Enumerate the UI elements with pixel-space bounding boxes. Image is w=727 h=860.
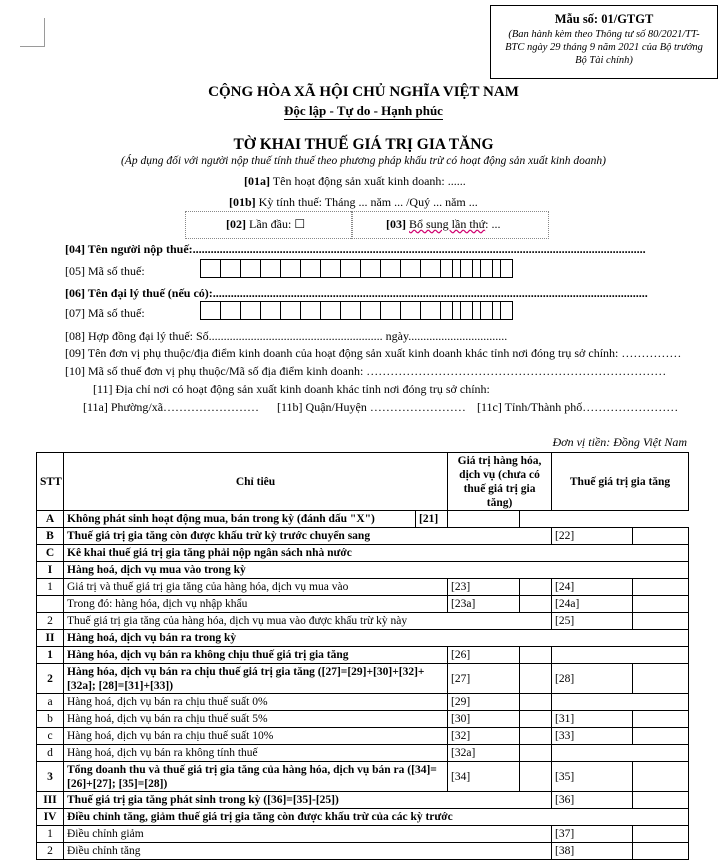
header-stt: STT — [37, 453, 64, 511]
empty-cell — [520, 511, 689, 528]
row-stt: B — [37, 528, 64, 545]
form-title: TỜ KHAI THUẾ GIÁ TRỊ GIA TĂNG — [233, 136, 494, 153]
value-cell[interactable] — [520, 664, 552, 694]
tax-code: [28] — [552, 664, 633, 694]
row-text: Tổng doanh thu và thuế giá trị gia tăng của hàng hóa, dịch vụ bán ra ([34]=[26]+[27]; [35]=[28]) — [64, 762, 448, 792]
tax-code: [31] — [552, 711, 633, 728]
tax-code: [24a] — [552, 596, 633, 613]
table-row — [37, 579, 689, 596]
row-text: Thuế giá trị gia tăng còn được khấu trừ kỳ trước chuyển sang — [64, 528, 552, 545]
value-code: [34] — [448, 762, 520, 792]
table-row — [37, 694, 689, 711]
field-03-label-b: : ... — [485, 217, 501, 231]
empty-cell — [552, 694, 689, 711]
tax-cell[interactable] — [633, 528, 689, 545]
value-cell[interactable] — [520, 762, 552, 792]
row-text: Điều chỉnh giảm — [64, 826, 552, 843]
row-text: Hàng hoá, dịch vụ bán ra chịu thuế suất 5% — [64, 711, 448, 728]
row-text: Thuế giá trị gia tăng phát sinh trong kỳ ([36]=[35]-[25]) — [64, 792, 552, 809]
table-row — [37, 613, 689, 630]
table-row — [37, 762, 689, 792]
field-07-label: [07] Mã số thuế: — [65, 306, 145, 320]
field-03-label-a: Bổ sung lần thứ — [409, 217, 486, 231]
tax-cell[interactable] — [633, 843, 689, 860]
field-01b-label: Kỳ tính thuế: Tháng ... năm ... /Quý ... năm ... — [258, 195, 478, 209]
field-02 — [226, 217, 305, 232]
motto — [0, 103, 727, 119]
table-row — [37, 728, 689, 745]
field-02-label: Lần đầu: ☐ — [249, 217, 306, 231]
row-stt: 2 — [37, 664, 64, 694]
row-text: Hàng hoá, dịch vụ bán ra trong kỳ — [64, 630, 689, 647]
form-code: Mẫu số: 01/GTGT — [554, 12, 654, 26]
empty-cell — [552, 745, 689, 762]
header-value: Giá trị hàng hóa, dịch vụ (chưa có thuế giá trị gia tăng) — [448, 453, 552, 511]
tax-cell[interactable] — [633, 596, 689, 613]
value-code: [32a] — [448, 745, 520, 762]
value-cell[interactable] — [520, 728, 552, 745]
row-stt: C — [37, 545, 64, 562]
table-row — [37, 809, 689, 826]
tax-cell[interactable] — [633, 579, 689, 596]
value-cell[interactable] — [448, 511, 520, 528]
form-subtitle: (Áp dụng đối với người nộp thuế tính thuế theo phương pháp khấu trừ có hoạt động sản xuất kinh doanh) — [120, 155, 607, 167]
field-01a-label: Tên hoạt động sản xuất kinh doanh: ...... — [272, 174, 466, 188]
field-11b: [11b] Quận/Huyện …………………… — [277, 400, 466, 414]
row-text: Giá trị và thuế giá trị gia tăng của hàng hóa, dịch vụ mua vào — [64, 579, 448, 596]
header-tax: Thuế giá trị gia tăng — [552, 453, 689, 511]
value-cell[interactable] — [520, 579, 552, 596]
table-row — [37, 826, 689, 843]
table-row — [37, 711, 689, 728]
field-05-label: [05] Mã số thuế: — [65, 264, 145, 278]
tax-code: [24] — [552, 579, 633, 596]
tax-code: [22] — [552, 528, 633, 545]
motto-text: Độc lập - Tự do - Hạnh phúc — [284, 103, 443, 118]
tax-code: [36] — [552, 792, 633, 809]
value-cell[interactable] — [520, 711, 552, 728]
row-text: Kê khai thuế giá trị gia tăng phải nộp ngân sách nhà nước — [64, 545, 689, 562]
value-cell[interactable] — [520, 647, 552, 664]
field-03-code: [03] — [386, 217, 406, 231]
row-stt: IV — [37, 809, 64, 826]
form-legal-note: (Ban hành kèm theo Thông tư số 80/2021/TT-BTC ngày 29 tháng 9 năm 2021 của Bộ trưởng Bộ Tài chính) — [505, 29, 703, 66]
field-01a — [244, 174, 466, 189]
tax-code: [35] — [552, 762, 633, 792]
tax-code: [33] — [552, 728, 633, 745]
row-stt: b — [37, 711, 64, 728]
value-code: [30] — [448, 711, 520, 728]
row-stt: III — [37, 792, 64, 809]
row-stt — [37, 596, 64, 613]
row-text: Hàng hoá, dịch vụ bán ra chịu thuế suất 10% — [64, 728, 448, 745]
field-01a-code: [01a] — [244, 174, 270, 188]
row-stt: 2 — [37, 613, 64, 630]
field-01b-code: [01b] — [229, 195, 256, 209]
row-stt: 2 — [37, 843, 64, 860]
row-text: Thuế giá trị gia tăng của hàng hóa, dịch vụ mua vào được khấu trừ kỳ này — [64, 613, 552, 630]
empty-cell — [552, 647, 689, 664]
tax-code: [38] — [552, 843, 633, 860]
row-text: Hàng hoá, dịch vụ mua vào trong kỳ — [64, 562, 689, 579]
row-text: Hàng hoá, dịch vụ bán ra chịu thuế suất 0% — [64, 694, 448, 711]
field-10: [10] Mã số thuế đơn vị phụ thuộc/Mã số địa điểm kinh doanh: ………………………………………………………………… — [65, 364, 667, 378]
field-03 — [386, 217, 501, 232]
field-06-text: [06] Tên đại lý thuế (nếu có):................................................................................................................................................. — [65, 286, 648, 300]
table-row — [37, 630, 689, 647]
tax-cell[interactable] — [633, 613, 689, 630]
tax-cell[interactable] — [633, 728, 689, 745]
table-row — [37, 792, 689, 809]
value-code: [29] — [448, 694, 520, 711]
value-cell[interactable] — [520, 596, 552, 613]
table-row — [37, 545, 689, 562]
field-11a: [11a] Phường/xã…………………… — [83, 400, 260, 414]
field-09: [09] Tên đơn vị phụ thuộc/địa điểm kinh doanh của hoạt động sản xuất kinh doanh khác tỉnh nơi đóng trụ sở chính: …………… — [65, 346, 682, 360]
table-row — [37, 843, 689, 860]
tax-id-suffix-cells-07[interactable] — [452, 301, 512, 320]
row-stt: 1 — [37, 579, 64, 596]
header-item: Chỉ tiêu — [64, 453, 448, 511]
field-04-text: [04] Tên người nộp thuế:....................................................................................................................................................... — [65, 242, 646, 256]
row-stt: 3 — [37, 762, 64, 792]
value-code: [23a] — [448, 596, 520, 613]
field-04 — [65, 242, 646, 257]
table-row — [37, 745, 689, 762]
table-row — [37, 647, 689, 664]
row-stt: 1 — [37, 647, 64, 664]
row-text: Điều chỉnh tăng, giảm thuế giá trị gia tăng còn được khấu trừ của các kỳ trước — [64, 809, 689, 826]
row-stt: 1 — [37, 826, 64, 843]
field-02-code: [02] — [226, 217, 246, 231]
field-11c: [11c] Tỉnh/Thành phố…………………… — [477, 400, 679, 414]
row-stt: II — [37, 630, 64, 647]
table-row — [37, 562, 689, 579]
row-stt: c — [37, 728, 64, 745]
row-stt: A — [37, 511, 64, 528]
value-cell[interactable] — [520, 694, 552, 711]
row-stt: a — [37, 694, 64, 711]
tax-cell[interactable] — [633, 792, 689, 809]
tax-cell[interactable] — [633, 664, 689, 694]
table-row — [37, 596, 689, 613]
value-code: [23] — [448, 579, 520, 596]
field-06 — [65, 286, 648, 301]
row-stt: I — [37, 562, 64, 579]
value-code: [27] — [448, 664, 520, 694]
row-text: Trong đó: hàng hóa, dịch vụ nhập khẩu — [64, 596, 448, 613]
table-header-row — [37, 453, 689, 511]
tax-code: [25] — [552, 613, 633, 630]
country-name: CỘNG HÒA XÃ HỘI CHỦ NGHĨA VIỆT NAM — [208, 84, 519, 100]
table-row — [37, 528, 689, 545]
form-code-box — [490, 5, 718, 79]
currency-unit: Đơn vị tiền: Đồng Việt Nam — [552, 435, 687, 449]
table-row — [37, 664, 689, 694]
row-text: Hàng hóa, dịch vụ bán ra không chịu thuế giá trị gia tăng — [64, 647, 448, 664]
table-row — [37, 511, 689, 528]
row-code: [21] — [416, 511, 448, 528]
field-01b — [229, 195, 478, 210]
page-corner-mark — [20, 18, 45, 47]
field-11: [11] Địa chỉ nơi có hoạt động sản xuất kinh doanh khác tỉnh nơi đóng trụ sở chính: — [93, 382, 490, 396]
row-text: Điều chỉnh tăng — [64, 843, 552, 860]
row-text: Không phát sinh hoạt động mua, bán trong kỳ (đánh dấu "X") — [64, 511, 416, 528]
tax-cell[interactable] — [633, 711, 689, 728]
row-text: Hàng hoá, dịch vụ bán ra không tính thuế — [64, 745, 448, 762]
value-code: [26] — [448, 647, 520, 664]
value-code: [32] — [448, 728, 520, 745]
tax-id-suffix-cells-05[interactable] — [452, 259, 512, 278]
value-cell[interactable] — [520, 745, 552, 762]
vat-declaration-table — [36, 452, 689, 860]
field-08: [08] Hợp đồng đại lý thuế: Số.......................................................... ngày................................. — [65, 329, 508, 343]
tax-cell[interactable] — [633, 762, 689, 792]
row-text: Hàng hóa, dịch vụ bán ra chịu thuế giá trị gia tăng ([27]=[29]+[30]+[32]+[32a]; [28]=[31]+[33]) — [64, 664, 448, 694]
row-stt: d — [37, 745, 64, 762]
tax-cell[interactable] — [633, 826, 689, 843]
tax-code: [37] — [552, 826, 633, 843]
